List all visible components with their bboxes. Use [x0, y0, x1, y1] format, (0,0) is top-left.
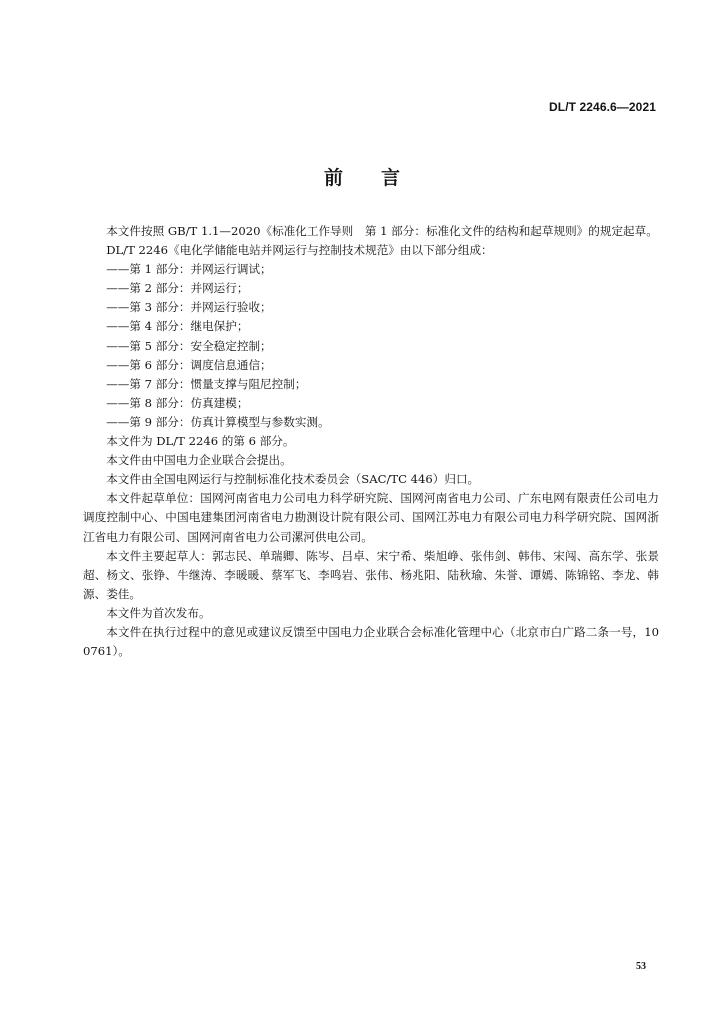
foreword-body [83, 222, 659, 661]
page-title [0, 163, 724, 190]
paragraph-feedback: 本文件在执行过程中的意见或建议反馈至中国电力企业联合会标准化管理中心（北京市白广路二条一号，100761）。 [83, 624, 659, 659]
list-item-part-1: ——第 1 部分：并网运行调试； [106, 262, 272, 277]
list-item-part-8: ——第 8 部分：仿真建模； [106, 395, 249, 410]
list-item-part-7: ——第 7 部分：惯量支撑与阻尼控制； [106, 376, 307, 391]
list-item-part-9: ——第 9 部分：仿真计算模型与参数实测。 [106, 414, 330, 429]
paragraph-first-release: 本文件为首次发布。 [106, 605, 211, 620]
paragraph-committee: 本文件由全国电网运行与控制标准化技术委员会（SAC/TC 446）归口。 [106, 472, 480, 487]
paragraph-series-intro: DL/T 2246《电化学储能电站并网运行与控制技术规范》由以下部分组成： [106, 243, 493, 258]
standard-number: DL/T 2246.6—2021 [549, 100, 656, 114]
paragraph-drafting-units: 本文件起草单位：国网河南省电力公司电力科学研究院、国网河南省电力公司、广东电网有限责任公司电力调度控制中心、中国电建集团河南省电力勘测设计院有限公司、国网江苏电力有限公司电力科学研究院、国网浙江省电力有限公司、国网河南省电力公司漯河供电公司。 [83, 491, 659, 544]
list-item-part-4: ——第 4 部分：继电保护； [106, 319, 249, 334]
paragraph-basis: 本文件按照 GB/T 1.1—2020《标准化工作导则 第 1 部分：标准化文件的结构和起草规则》的规定起草。 [106, 224, 658, 238]
paragraph-proposer: 本文件由中国电力企业联合会提出。 [106, 453, 292, 468]
list-item-part-5: ——第 5 部分：安全稳定控制； [106, 338, 272, 353]
list-item-part-2: ——第 2 部分：并网运行； [106, 281, 249, 296]
title-char-1: 前 [323, 167, 343, 189]
list-item-part-3: ——第 3 部分：并网运行验收； [106, 300, 272, 315]
list-item-part-6: ——第 6 部分：调度信息通信； [106, 357, 272, 372]
title-char-2: 言 [381, 167, 401, 189]
page-number: 53 [636, 961, 646, 972]
paragraph-drafters: 本文件主要起草人：郭志民、单瑞卿、陈岑、吕卓、宋宁希、柴旭峥、张伟剑、韩伟、宋闯、高东学、张景超、杨文、张铮、牛继涛、李暖暖、蔡军飞、李鸣岩、张伟、杨兆阳、陆秋瑜、朱誉、谭嫣、陈锦铭、李龙、韩源、娄佳。 [83, 548, 659, 601]
paragraph-this-part: 本文件为 DL/T 2246 的第 6 部分。 [106, 434, 295, 449]
